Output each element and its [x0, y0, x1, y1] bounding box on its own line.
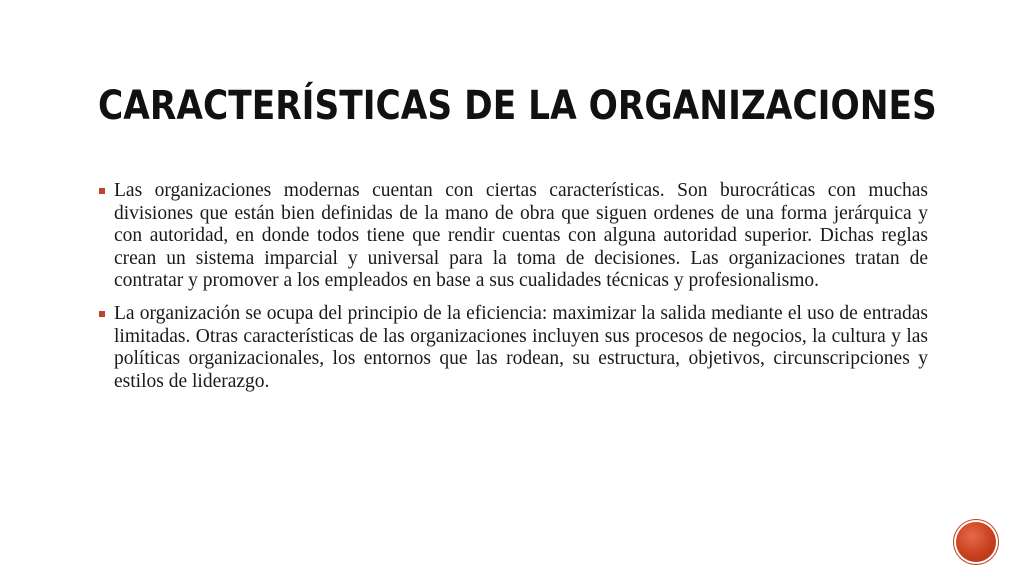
- bullet-text: Las organizaciones modernas cuentan con ciertas características. Son burocráticas con muchas divisiones que están bien definidas de la mano de obra que siguen ordenes de una forma jerárquica y con autoridad, en donde todos tiene que rendir cuentas con alguna autoridad superior. Dichas reglas crean un sistema imparcial y universal para la toma de decisiones. Las organizaciones tratan de contratar y promover a los empleados en base a sus cualidades técnicas y profesionalismo.: [114, 180, 928, 292]
- bullet-square-icon: [99, 188, 105, 194]
- bullet-list: [96, 180, 928, 403]
- bullet-square-icon: [99, 311, 105, 317]
- slide-title: CARACTERÍSTICAS DE LA ORGANIZACIONES: [98, 83, 937, 129]
- bullet-item: [96, 180, 928, 293]
- bullet-text: La organización se ocupa del principio de la eficiencia: maximizar la salida mediante el uso de entradas limitadas. Otras características de las organizaciones incluyen sus procesos de negocios, la cultura y las políticas organizacionales, los entornos que las rodean, su estructura, objetivos, circunscripciones y estilos de liderazgo.: [114, 302, 928, 392]
- slide-nav-circle-button[interactable]: [956, 522, 996, 562]
- bullet-item: [96, 303, 928, 393]
